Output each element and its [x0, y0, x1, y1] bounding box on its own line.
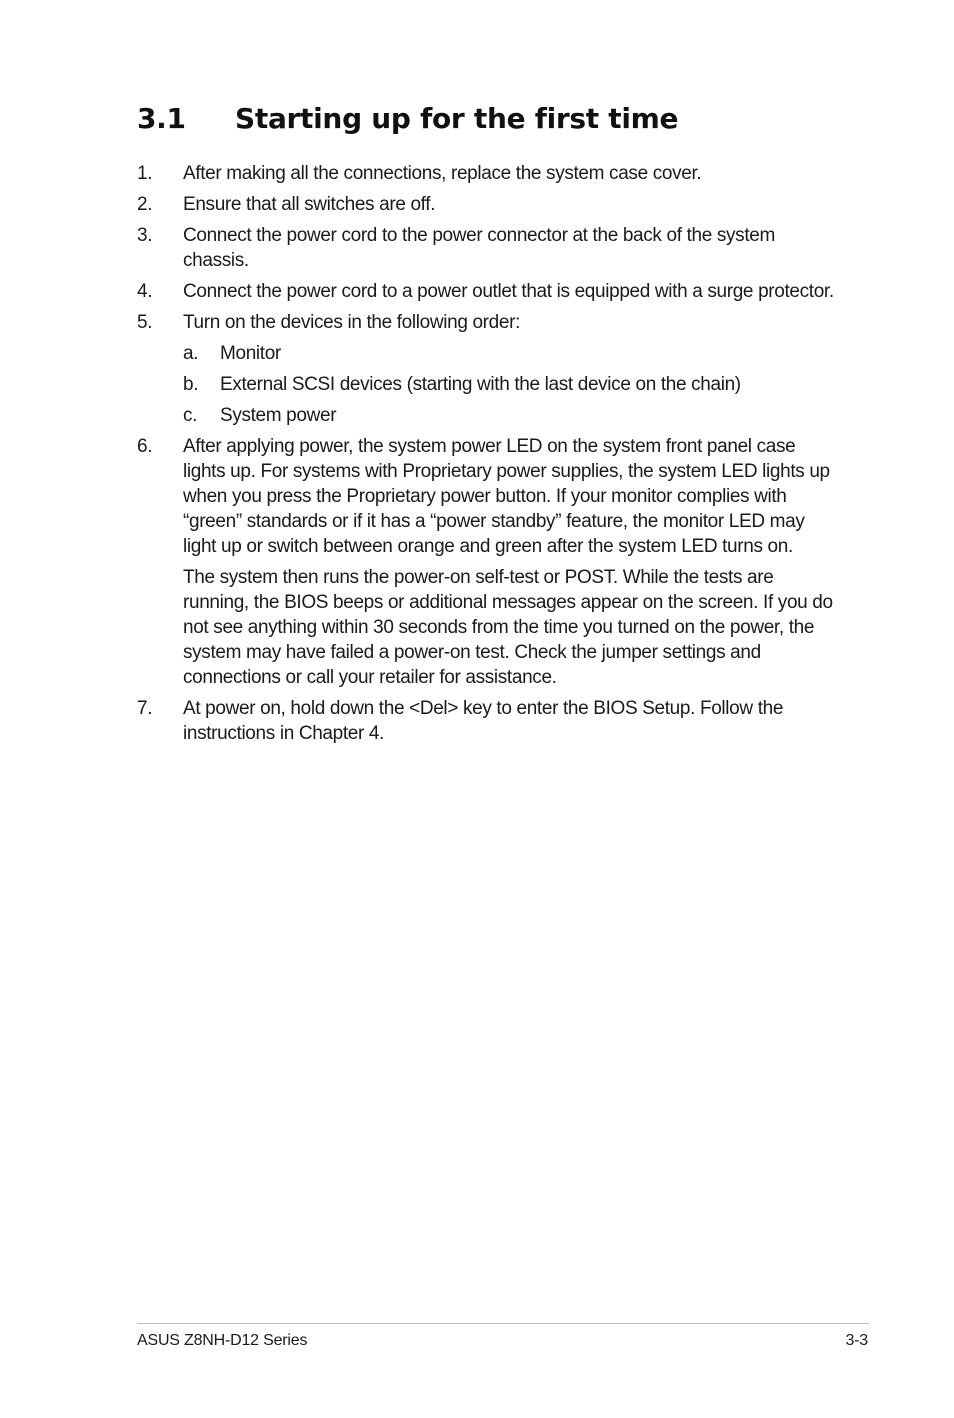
footer-divider: [137, 1323, 869, 1324]
step-number: 4.: [137, 281, 153, 302]
steps-list: [137, 161, 837, 752]
step-7: [137, 696, 837, 746]
step-text: At power on, hold down the <Del> key to enter the BIOS Setup. Follow the instructions in Chapter 4.: [183, 698, 784, 744]
footer-product-name: ASUS Z8NH-D12 Series: [137, 1332, 308, 1349]
section-title: Starting up for the first time: [235, 102, 679, 135]
step-text: Ensure that all switches are off.: [183, 194, 436, 215]
sub-item-system-power: [183, 403, 837, 428]
step-4: [137, 279, 837, 304]
step-1: [137, 161, 837, 186]
step-2: [137, 192, 837, 217]
step-text: After making all the connections, replace the system case cover.: [183, 163, 702, 184]
step-text: After applying power, the system power LED on the system front panel case lights up. For systems with Proprietary power supplies, the system LED lights up when you press the Proprietary power button. If your monitor complies with “green” standards or if it has a “power standby” feature, the monitor LED may light up or switch between orange and green after the system LED turns on.: [183, 436, 830, 557]
sub-item-letter: a.: [183, 343, 199, 364]
step-number: 6.: [137, 436, 153, 457]
step-number: 3.: [137, 225, 153, 246]
device-order-list: [183, 341, 837, 428]
step-number: 5.: [137, 312, 153, 333]
step-text-post: The system then runs the power-on self-test or POST. While the tests are running, the BIOS beeps or additional messages appear on the screen. If you do not see anything within 30 seconds from the time you turned on the power, the system may have failed a power-on test. Check the jumper settings and connections or call your retailer for assistance.: [183, 567, 833, 688]
sub-item-text: External SCSI devices (starting with the last device on the chain): [220, 374, 741, 395]
step-number: 1.: [137, 163, 153, 184]
step-number: 2.: [137, 194, 153, 215]
step-text: Connect the power cord to the power connector at the back of the system chassis.: [183, 225, 775, 271]
footer-page-number: 3-3: [845, 1332, 868, 1349]
section-number: 3.1: [137, 102, 186, 135]
step-number: 7.: [137, 698, 153, 719]
sub-item-text: Monitor: [220, 343, 281, 364]
sub-item-letter: c.: [183, 405, 198, 426]
step-3: [137, 223, 837, 273]
step-text: Turn on the devices in the following order:: [183, 312, 520, 333]
sub-item-text: System power: [220, 405, 337, 426]
section-heading: [137, 102, 678, 135]
step-6: [137, 434, 837, 690]
sub-item-monitor: [183, 341, 837, 366]
step-text: Connect the power cord to a power outlet that is equipped with a surge protector.: [183, 281, 834, 302]
sub-item-scsi: [183, 372, 837, 397]
step-5: [137, 310, 837, 428]
sub-item-letter: b.: [183, 374, 199, 395]
